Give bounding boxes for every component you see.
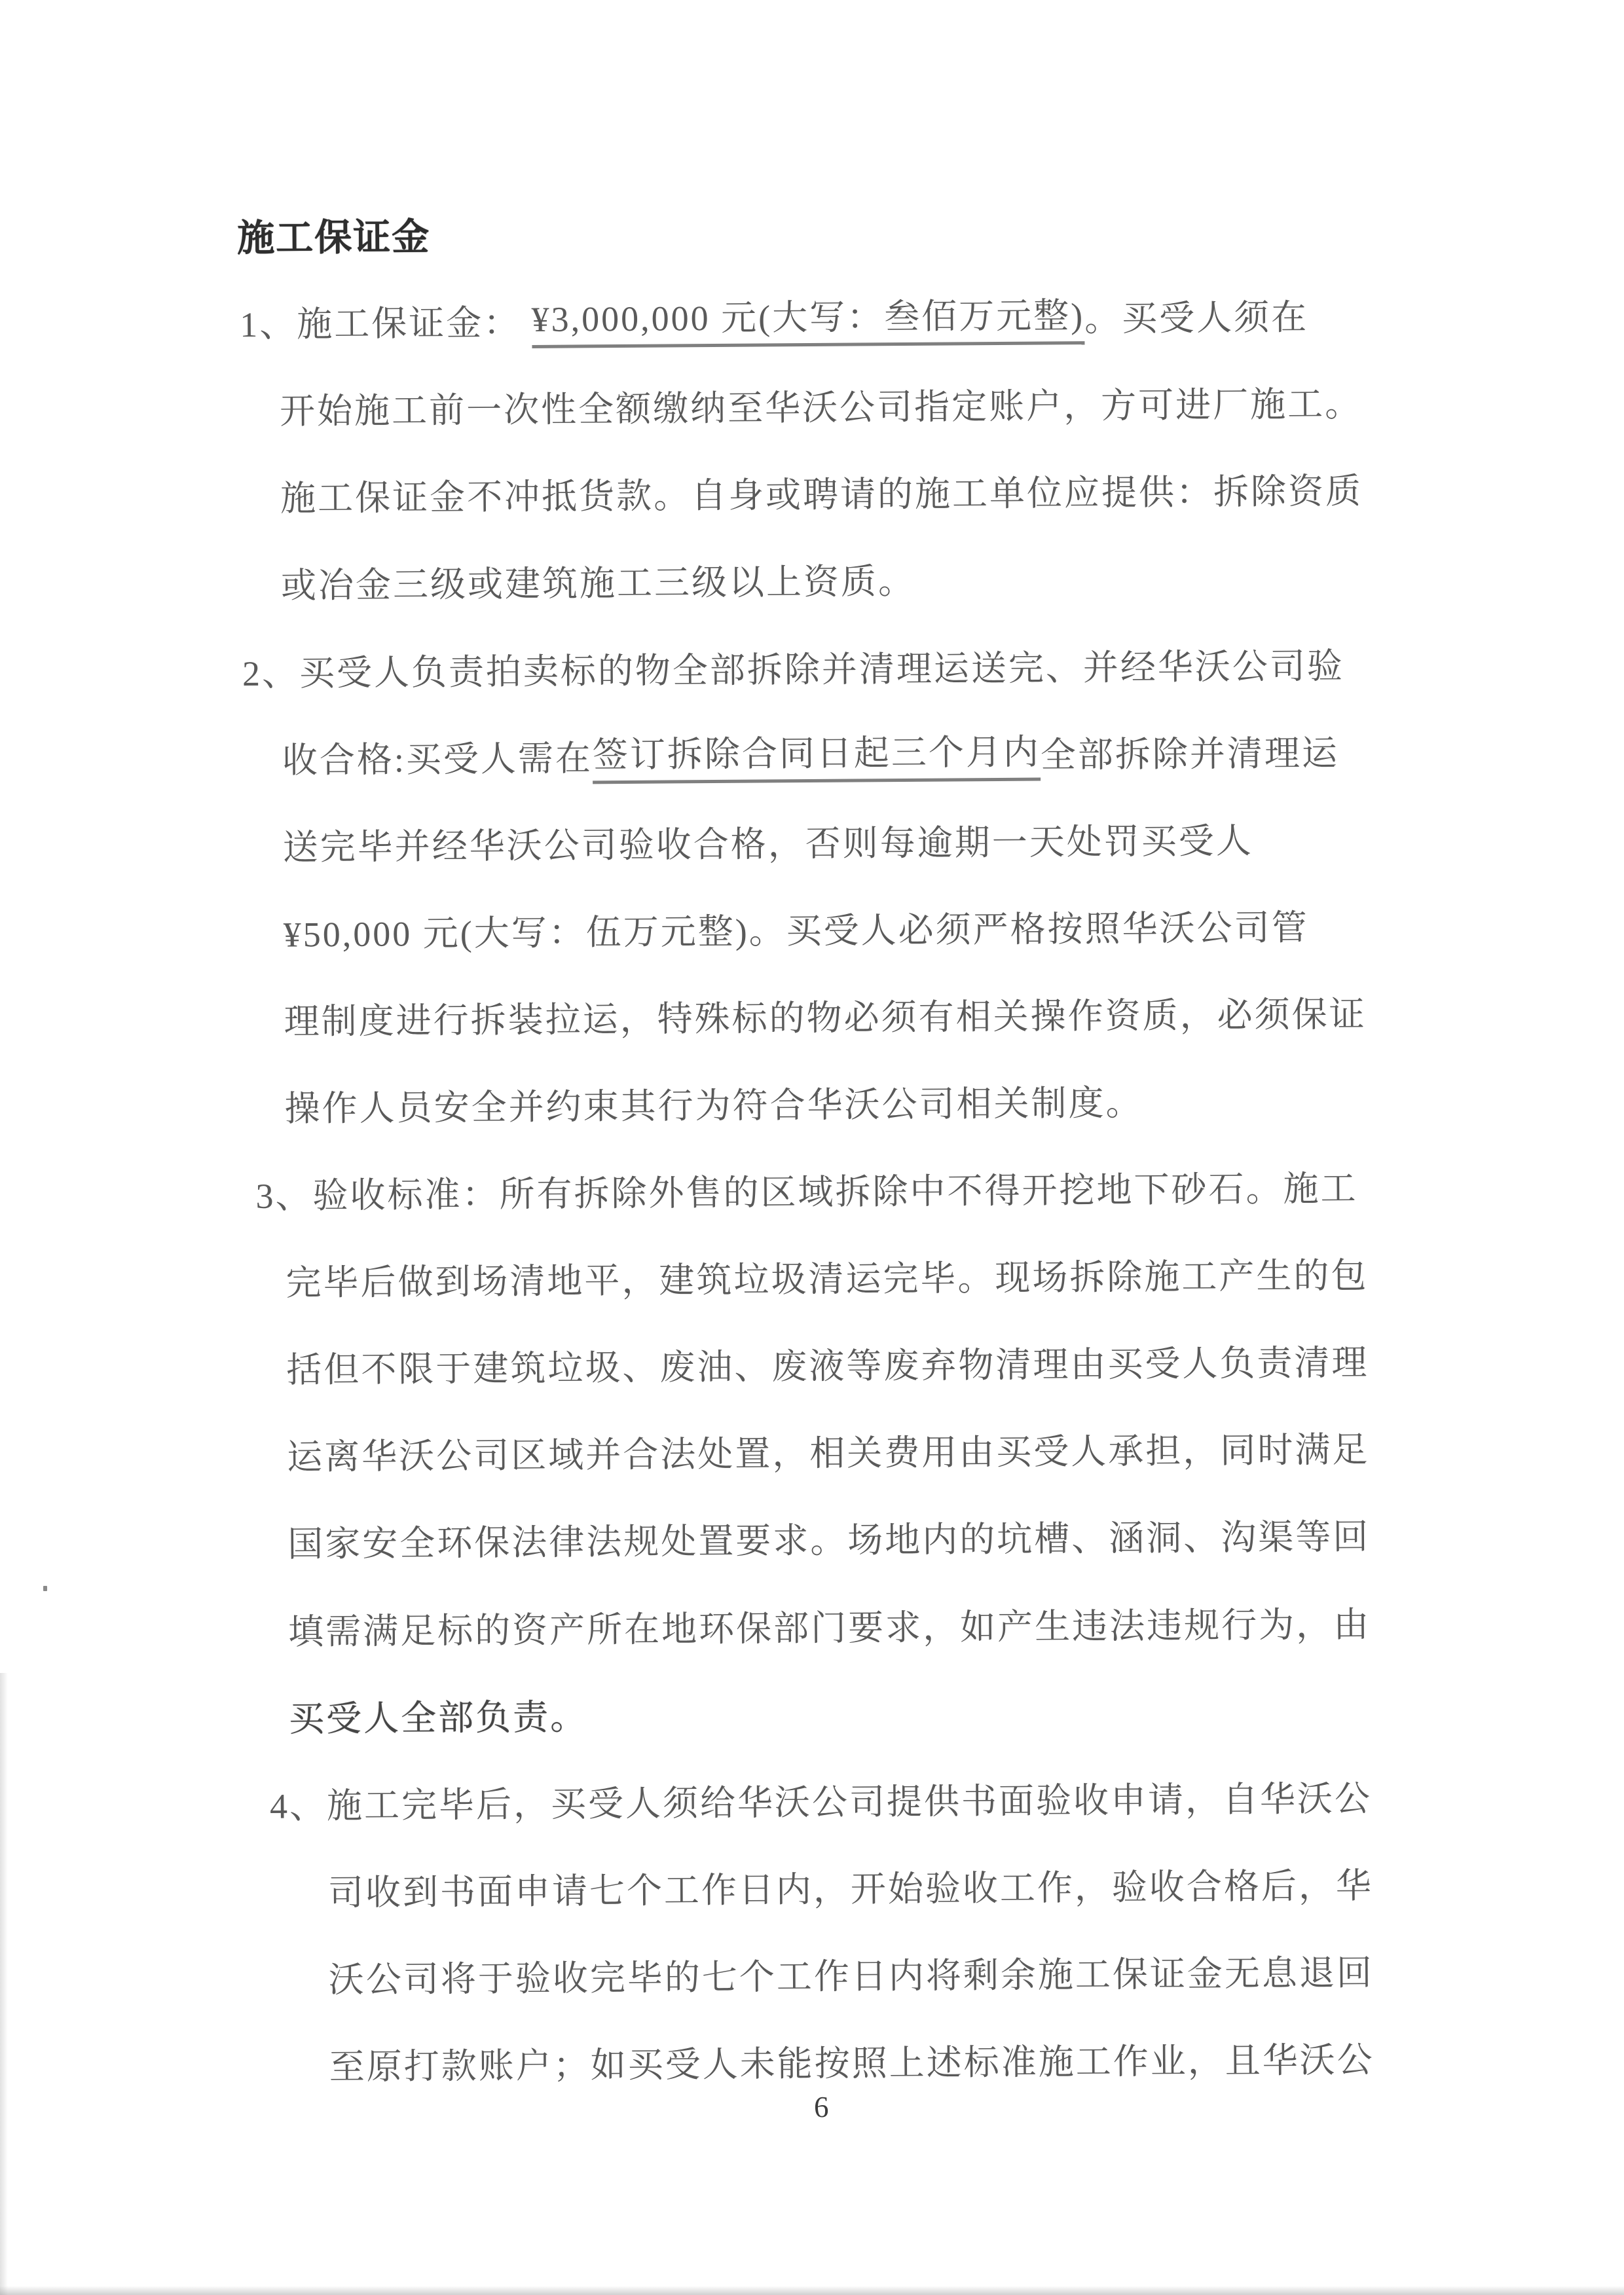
text-line (0, 530, 1620, 629)
text-segment: 操作人员安全并约束其行为符合华沃公司相关制度。 (284, 1083, 1143, 1129)
text-line (0, 356, 1619, 454)
text-segment: 开始施工前一次性全额缴纳至华沃公司指定账户，方可进厂施工。 (279, 384, 1363, 431)
text-segment: 送完毕并经华沃公司验收合格，否则每逾期一天处罚买受人 (282, 820, 1253, 868)
text-segment: 至原打款账户；如买受人未能按照上述标准施工作业，且华沃公 (329, 2040, 1375, 2087)
text-segment: 沃公司将于验收完毕的七个工作日内将剩余施工保证金无息退回 (328, 1953, 1375, 2000)
text-segment: 买受人全部负责。 (288, 1697, 588, 1739)
page-number: 6 (814, 2091, 829, 2123)
text-line (1, 1315, 1624, 1413)
text-line (0, 792, 1622, 890)
text-line (0, 1140, 1624, 1238)
underlined-text: 签订拆除合同日起三个月内 (593, 724, 1041, 784)
scan-edge-bottom (0, 2286, 1624, 2295)
list-marker: 3、 (255, 1176, 313, 1217)
text-line (2, 1402, 1624, 1500)
text-segment: 运离华沃公司区域并合法处置，相关费用由买受人承担，同时满足 (287, 1430, 1370, 1477)
text-line (4, 1663, 1624, 1761)
text-line (3, 1576, 1624, 1674)
text-line (0, 879, 1623, 977)
text-line (0, 1053, 1624, 1151)
text-segment: ¥50,000 元(大写：伍万元整)。买受人必须严格按照华沃公司管 (283, 908, 1309, 955)
text-segment: 。买受人须在 (1084, 297, 1309, 339)
scan-edge-left (0, 1673, 8, 2295)
text-line (0, 443, 1619, 542)
text-segment: 施工保证金： (297, 303, 532, 344)
list-marker: 4、 (269, 1786, 327, 1826)
contract-text (0, 181, 1624, 2110)
section-title (0, 181, 1618, 280)
text-segment: 国家安全环保法律法规处置要求。场地内的坑槽、涵洞、沟渠等回 (287, 1517, 1371, 1565)
text-line (1, 1227, 1624, 1325)
text-line (0, 966, 1623, 1064)
scan-speck-artifact (43, 1586, 47, 1591)
text-segment: 括但不限于建筑垃圾、废油、废液等废弃物清理由买受人负责清理 (286, 1343, 1369, 1390)
text-line (5, 1837, 1624, 1936)
list-marker: 2、 (242, 653, 300, 693)
text-segment: 验收标准：所有拆除外售的区域拆除中不得开挖地下砂石。施工 (312, 1169, 1358, 1216)
text-segment: 完毕后做到场清地平，建筑垃圾清运完毕。现场拆除施工产生的包 (286, 1256, 1369, 1303)
text-line (0, 617, 1621, 716)
text-segment: 或冶金三级或建筑施工三级以上资质。 (280, 562, 916, 606)
list-marker: 1、 (240, 304, 297, 345)
text-line (0, 705, 1621, 803)
text-line (5, 1924, 1624, 2023)
text-line (5, 1750, 1624, 1848)
text-segment: 理制度进行拆装拉运，特殊标的物必须有相关操作资质，必须保证 (284, 994, 1367, 1042)
text-segment: 施工完毕后，买受人须给华沃公司提供书面验收申请，自华沃公 (326, 1778, 1373, 1826)
text-segment: 收合格:买受人需在 (282, 738, 593, 780)
text-segment: 司收到书面申请七个工作日内，开始验收工作，验收合格后，华 (327, 1865, 1374, 1913)
text-segment: 施工保证金不冲抵货款。自身或聘请的施工单位应提供：拆除资质 (280, 471, 1363, 519)
text-segment: 全部拆除并清理运 (1040, 733, 1340, 775)
text-segment: 填需满足标的资产所在地环保部门要求，如产生违法违规行为，由 (287, 1604, 1371, 1652)
text-line (0, 268, 1619, 367)
text-segment: 施工保证金 (237, 216, 431, 259)
text-line (3, 1489, 1624, 1587)
underlined-text: ¥3,000,000 元(大写：叁佰万元整) (531, 287, 1084, 348)
text-segment: 买受人负责拍卖标的物全部拆除并清理运送完、并经华沃公司验 (299, 646, 1345, 693)
